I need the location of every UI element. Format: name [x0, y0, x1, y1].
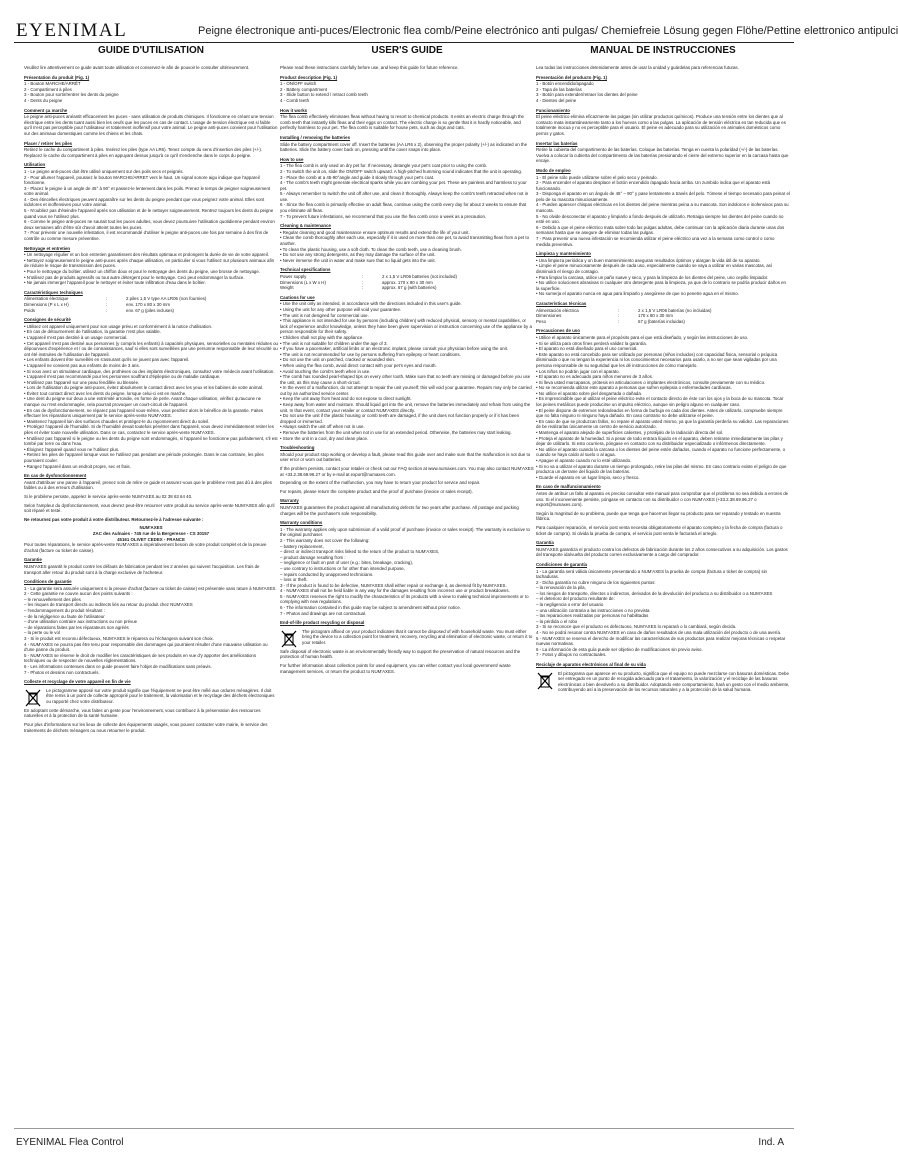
- list-item: • Cet appareil n'est pas destiné aux personnes (y compris les enfants) à capacités physiques, sensorielles ou mentales réduites ou dépourvues d'expérience et / ou de connaissances, sauf si elles sont surveillées par une personne responsable de leur sécurité ou ont été instruites de l'utilisation de l'appareil.: [24, 340, 278, 357]
- paragraph: Selon l'ampleur du dysfonctionnement, vous devrez peut-être retourner votre produit au service après-vente NUM'AXES afin qu'il soit réparé et testé.: [24, 502, 275, 514]
- list-item: 1 - The warranty applies only upon submission of a valid proof of purchase (invoice or sales receipt). The warranty is exclusive to the original purchaser.: [280, 526, 530, 538]
- spec-cell: Dimensions (L x W x H): [280, 279, 326, 285]
- intro-text: Veuillez lire attentivement ce guide avant toute utilisation et conservez-le afin de pouvoir le consulter ultérieurement.: [24, 65, 250, 70]
- usage-list: [24, 169, 278, 242]
- list-item: – les risques de transport directs ou indirects liés au retour du produit chez NUM'AXES: [24, 602, 193, 608]
- section-heading: Cautions for use: [280, 294, 315, 300]
- list-item: • The unit is not recommended for use by persons suffering from epilepsy or heart conditions.: [280, 351, 461, 357]
- list-item: • Guarde el aparato en un lugar limpio, seco y fresco.: [536, 474, 640, 480]
- paragraph: Slide the battery compartment cover off. Insert the batteries (AA LR6 x 2), observing the proper polarity (+/-) as indicated on the batteries. Slide the battery cover back on, pressing until the cover snaps into place.: [280, 141, 528, 153]
- french-title: GUIDE D'UTILISATION: [97, 45, 205, 56]
- list-item: – de réparations faites par les réparateurs non agréés: [24, 624, 129, 630]
- conditions-list: [24, 586, 278, 676]
- spec-cell: 170 x 80 x 30 mm: [638, 313, 673, 319]
- list-item: • This appliance is not intended for use by persons (including children) with reduced physical, sensory or mental capabilities, or lack of experience and/or knowledge, unless they have been given supervision or instruction concerning use of the appliance by a person responsible for their safety.: [280, 318, 532, 335]
- section-heading: Consignes de sécurité: [24, 317, 71, 323]
- list-item: – la pérdida o el robo: [536, 618, 578, 624]
- list-item: • El peine dispone de extremos redondeados en forma de burbuja en cada dos dientes. Antes de utilizarlo, compruebe siempre que no falta ninguno ni ninguno haya dañado. En caso contrario no debe utilizarse el peine.: [536, 407, 783, 419]
- spec-cell: env. 170 x 80 x 30 mm: [126, 301, 171, 307]
- paragraph: Retire la cubierta del compartimento de las baterías. Coloque las baterías. Tenga en cuenta la polaridad (+/-) de las baterías. Vuelva a colocar la cubierta del compartimento de las baterías presionando el cierre del extremo superior en la carcasa hasta que encaje.: [536, 147, 789, 164]
- list-item: 45161 OLIVET CEDEX - FRANCE: [117, 536, 185, 542]
- list-item: • Do not use the unit on parched, cracked or wounded skin.: [280, 357, 396, 363]
- list-item: 1 - Bouton MARCHE/ARRÊT: [24, 81, 81, 87]
- section-heading: Product description (Fig. 1): [280, 74, 338, 80]
- list-item: 2 - This warranty does not cover the following:: [280, 537, 370, 543]
- paragraph: Le pictogramme apposé sur votre produit signifie que l'équipement ne peut être mêlé aux ordures ménagères. Il doit être remis à un point de collecte approprié pour le traitement, la valorisation et le recyclage des déchets électroniques ou rapporté chez votre distributeur.: [46, 687, 275, 704]
- section-heading: Placer / retirer les piles: [24, 140, 73, 146]
- list-item: • Si lleva usted marcapasos, prótesis en articulaciones o implantes electrónicos, consulte previamente con su médico.: [536, 379, 766, 385]
- spec-cell: :: [618, 313, 620, 319]
- list-item: • Si no va a utilizar el aparato durante un tiempo prolongado, retire las pilas del mismo. En caso contrario existe el peligro de que produzca un derrame del líquido de las baterías.: [536, 463, 787, 475]
- presentation-list: [280, 81, 534, 103]
- list-item: 2 - Dicha garantía no cubre ninguno de los siguientes puntos:: [536, 579, 656, 585]
- list-item: • Do not use any strong detergents, as they may damage the surface of the unit.: [280, 252, 436, 258]
- section-heading: Collecte et recyclage de votre appareil en fin de vie: [24, 679, 131, 685]
- list-item: – el deterioro del producto resultante de:: [536, 596, 615, 602]
- spec-table: [536, 308, 790, 325]
- paragraph: El pictograma que aparece en su producto, significa que el equipo no puede mezclarse con basuras domésticas. Debe ser entregado en un punto de recogida adecuado para el tratamiento, la valorización y el reciclaje de las basuras electrónicas o bien devolverlo a su distribuidor. Adoptando este comportamiento, hará un gesto con el medio ambiente, contribuyendo así a la preservación de los recursos naturales y a la protección de la salud humana.: [558, 670, 790, 693]
- list-item: • The comb has rounded pearl-shaped tips on every other tooth. Make sure that no teeth are missing or damaged before you use the unit, as this may cause a short-circuit.: [280, 374, 531, 385]
- list-item: – l'endommagement du produit résultant :: [24, 608, 105, 614]
- paragraph: Pour toutes réparations, le service après-vente NUM'AXES a impérativement besoin de votre produit complet et de la preuve d'achat (facture ou ticket de caisse).: [24, 542, 267, 553]
- list-item: – la perte ou le vol: [24, 630, 60, 636]
- list-item: – una utilización contraria a las instrucciones o no prevista: [536, 607, 650, 613]
- safety-list: [280, 301, 534, 441]
- list-item: – product damage resulting from :: [280, 554, 346, 560]
- section-heading: En caso de malfuncionamiento: [536, 484, 601, 490]
- spec-cell: env. 67 g (piles incluses): [126, 307, 174, 313]
- list-item: 4 - Pueden aparecer chispas eléctricas en los dientes del peine mientras peina a su mascota. Son indoloros e inofensivos para su mascota.: [536, 202, 789, 214]
- list-item: ZAC des Aulnaies - 745 rue de la Bergeresse - CS 30157: [92, 530, 210, 536]
- french-column: [24, 45, 278, 736]
- spec-cell: Alimentación eléctrica: [536, 307, 579, 313]
- spec-row: [24, 308, 278, 314]
- spec-cell: 2 piles 1,5 V type AA LR06 (non fournies): [126, 296, 207, 302]
- document-title: Peigne électronique anti-puces/Electronic flea comb/Peine electrónico anti pulgas/ Chemiefreie Lösung gegen Flöhe/Pettine elettronico antipulci: [198, 25, 898, 37]
- list-item: • Always switch the unit off when not in use.: [280, 424, 365, 430]
- list-item: • Es imprescindible que al utilizar el peine eléctrico evite el contacto directo de éste con los ojos y la boca de su mascota. Tocar los peines metálicos puede producirse un impulso eléctrico, aunque sin peligro alguno en cualquier caso.: [536, 396, 784, 408]
- list-item: • Utilisez cet appareil uniquement pour son usage prévu et conformément à la notice d'utilisation.: [24, 323, 213, 329]
- spec-row: [536, 319, 790, 325]
- list-item: – le renouvellement des piles: [24, 596, 81, 602]
- intro-text: Please read these instructions carefully before use, and keep this guide for future reference.: [280, 65, 459, 70]
- list-item: 1 - The flea comb is only used on dry pet fur. If necessary, detangle your pet's coat prior to using the comb.: [280, 163, 488, 169]
- list-item: • Avoid touching the comb's teeth when in use.: [280, 368, 371, 374]
- list-item: 2 - Cette garantie ne couvre aucun des points suivants :: [24, 591, 133, 597]
- list-item: • Protégez l'appareil de l'humidité. Si de l'humidité devait toutefois pénétrer dans l'appareil, vous devez immédiatement retirer les piles et éviter toute nouvelle utilisation. Dans ce cas, contactez le service après-vente NUM'AXES.: [24, 424, 274, 436]
- section-heading: Garantie: [24, 557, 42, 563]
- list-item: 1 - La garantía será válida únicamente presentando a NUM'AXES la prueba de compra (factura o ticket de compra) sin tachaduras.: [536, 568, 767, 580]
- spec-cell: Dimensiones: [536, 313, 562, 319]
- list-item: • Proteja el aparato de la humedad. Si a pesar de todo entrara líquido en el aparato, deben retirarse inmediatamente las pilas y dejar de utilizarlo. Si esto ocurriera, póngase en contacto con su distribuidor especializado o infórmenos directamente.: [536, 435, 783, 447]
- list-item: – direct or indirect transport risks linked to the return of the product to NUM'AXES,: [280, 549, 440, 555]
- paragraph: Should your product stop working or develop a fault, please read this guide over and make sure that the malfunction is not due to user error or worn out batteries.: [280, 451, 531, 463]
- presentation-list: [536, 81, 790, 103]
- list-item: • En cas de détournement de l'utilisation, la garantie n'est plus valable.: [24, 329, 161, 335]
- recycling-block: [280, 629, 534, 649]
- list-item: 5 - N'oubliez pas d'éteindre l'appareil après son utilisation et de le nettoyer soigneusement. Rentrez toujours les dents du peigne quand vous ne l'utilisez plus.: [24, 208, 274, 219]
- list-item: • El aparato no está diseñado para el uso comercial.: [536, 346, 638, 352]
- list-item: – la negligencia o error del usuario: [536, 602, 604, 608]
- list-item: • Do not use the unit if the plastic housing or comb teeth are damaged, if the unit does not function properly or if it has been dropped or immersed.: [280, 413, 520, 424]
- list-item: 4 - Comb teeth: [280, 97, 310, 103]
- section-heading: Utilisation: [24, 162, 46, 168]
- cleaning-list: [280, 230, 534, 264]
- section-heading: Insertar las baterías: [536, 140, 578, 146]
- spec-cell: Dimensions (P x L x H): [24, 301, 69, 307]
- list-item: • Clean the comb thoroughly after each use, especially if it is used on more than one pet, to avoid transmitting fleas from a pet to another.: [280, 235, 530, 247]
- section-heading: Présentation du produit (Fig. 1): [24, 74, 90, 80]
- list-item: • L'appareil n'est pas recommandé pour les personnes souffrant d'épilepsie ou de maladie cardiaque.: [24, 374, 221, 380]
- list-item: 1 - Le peigne anti-puces doit être utilisé uniquement sur des poils secs et peignés.: [24, 168, 184, 174]
- section-heading: Garantía: [536, 540, 554, 546]
- spec-cell: :: [362, 274, 364, 279]
- list-item: • The unit is not suitable for children under the age of 3.: [280, 340, 388, 346]
- section-heading: Technical specifications: [280, 267, 331, 273]
- list-item: 7 - Photos and drawings are not contractual.: [280, 610, 367, 616]
- safety-list: [24, 324, 278, 469]
- list-item: – d'une utilisation contraire aux instructions ou non prévue: [24, 619, 138, 625]
- list-item: • No sumerja el aparato nunca en agua para limpiarlo y asegúrese de que no penetre agua en el mismo.: [536, 291, 739, 297]
- list-item: 4 - No se podrá resonar contra NUM'AXES en caso de daños resultados de una mala utilización del producto o de una avería.: [536, 630, 782, 636]
- list-item: 5 - NUM'AXES se réserve le droit de modifier les caractéristiques de ses produits en vue d'y apporter des améliorations techniques ou de respecter de nouvelles réglementations.: [24, 652, 257, 664]
- spec-cell: Peso: [536, 318, 547, 324]
- paragraph: Ne retournez pas votre produit à votre distributeur. Retournez-le à l'adresse suivante :: [24, 516, 204, 522]
- list-item: 1 - Botón encendido/apagado: [536, 81, 594, 87]
- section-heading: Características técnicas: [536, 300, 587, 306]
- intro-text: Lea todas las instrucciones detenidamente antes de usar la unidad y guárdelas para referencias futuras.: [536, 65, 739, 70]
- list-item: • Los niños no podrán jugar con el aparato.: [536, 368, 620, 374]
- list-item: • The unit is not designed for commercial use.: [280, 312, 369, 318]
- list-item: • When using the flea comb, avoid direct contact with your pet's eyes and mouth.: [280, 362, 437, 368]
- list-item: 6 - Comme le peigne anti-puces ne saurait tout les puces adultes, vous devez poursuivre l'utilisation quotidienne pendant environ deux semaines afin d'être sûr d'avoir atteint toutes les puces.: [24, 219, 275, 230]
- list-item: • Apague el aparato cuando no lo esté utilizando.: [536, 458, 632, 463]
- list-item: 7 - Fotos y dibujos no contractuales.: [536, 652, 607, 658]
- list-item: • In the event of a malfunction, do not attempt to repair the unit yourself; this will void your guarantee. Repairs may only be carried out by an authorized service center.: [280, 385, 532, 396]
- list-item: • Use the unit only as intended, in accordance with the directions included in this user's guide.: [280, 301, 462, 307]
- list-item: • Una limpieza periódica y un buen mantenimiento aseguran resultados óptimos y alargan la vida útil de su aparato.: [536, 257, 761, 263]
- spec-cell: :: [618, 318, 620, 324]
- list-item: – battery replacement,: [280, 543, 324, 549]
- section-heading: Warranty conditions: [280, 520, 323, 526]
- list-item: 4 - Dientes del peine: [536, 97, 577, 103]
- english-column: [280, 45, 534, 677]
- list-item: 7 - Pour prévenir une nouvelle infestation, il est recommandé d'utiliser le peigne anti-puces une fois par semaine à des fins de contrôle ou comme mesure préventive.: [24, 230, 269, 242]
- list-item: • Utilice el aparato únicamente para el propósito para el que está diseñado, y según las instrucciones de uso.: [536, 334, 749, 340]
- section-heading: Comment ça marche: [24, 107, 68, 113]
- safety-list: [536, 335, 790, 480]
- list-item: • N'utilisez pas l'appareil si le peigne ou les dents du peigne sont endommagés, si l'appareil ne fonctionne pas parfaitement, s'il est tombé par terre ou dans l'eau.: [24, 435, 278, 447]
- paragraph: NUM'AXES garantiza el producto contra los defectos de fabricación durante los 2 años consecutivos a su adquisición. Los gastos del transporte ida/vuelta del producto corren exclusivamente a cargo del comprador.: [536, 546, 788, 558]
- recycling-block: [24, 688, 278, 708]
- list-item: 4 - NUM'AXES ne pourra pas être tenu pour responsable des dommages qui pourraient résulter d'une mauvaise utilisation ou d'une panne du produit.: [24, 641, 268, 653]
- paragraph: Retirez le cache du compartiment à piles. Insérez les piles (type AA LR6). Tenez compte du sens d'insertion des piles (+/-). Replacez le cache du compartiment à piles en appuyant dessus jusqu'à ce qu'il s'enclenche dans le corps du peigne.: [24, 147, 263, 158]
- section-heading: Precauciones de uso: [536, 328, 580, 334]
- list-item: 3 - Botón para extender/retraer los dientes del peine: [536, 92, 638, 98]
- list-item: 7 - Para prevenir una nueva infestación se recomienda utilizar el peine eléctrico una vez a la semana como control o como medida preventiva.: [536, 236, 775, 247]
- list-item: • Maintenez l'appareil loin des surfaces chaudes et protégez-le du rayonnement direct du soleil.: [24, 418, 210, 424]
- spec-cell: Weight: [280, 285, 294, 291]
- section-heading: Modo de empleo: [536, 167, 571, 173]
- list-item: 6 - Debido a que el peine eléctrico mata sobre todo las pulgas adultas, debe continuar con la aplicación diaria durante unas dos semanas hasta que se asegure de eliminar todas las pulgas.: [536, 224, 785, 236]
- list-item: 6 - The information contained in this guide may be subject to amendment without prior notice.: [280, 605, 462, 611]
- list-item: • El aparato no es adecuado para niños menores de 3 años.: [536, 374, 653, 380]
- list-item: • En caso de que se produzcan fallos, no repare el aparato usted mismo, ya que la garantía perdería su validez. Las reparaciones de be realizarlas únicamente un centro de servicio autorizado.: [536, 418, 789, 430]
- address-block: [24, 525, 278, 542]
- spec-cell: :: [618, 307, 620, 313]
- list-item: 4 - Dents du peigne: [24, 97, 63, 103]
- list-item: • Limpie el peine minuciosamente después de cada uso, especialmente cuando se vaya a utilizar en varias mascotas, así disminuirá el riesgo de contagio.: [536, 263, 773, 274]
- list-item: 2 - Battery compartment: [280, 86, 328, 92]
- footer-revision: Ind. A: [758, 1137, 784, 1148]
- paragraph: Según la magnitud de su problema, puede que tenga que hacernos llegar su producto para ser reparado y testado en nuestra fábrica.: [536, 510, 781, 522]
- list-item: • Never immerse the unit in water and make sure that no liquid gets into the unit.: [280, 257, 436, 263]
- list-item: • No utilice el aparato cuando la carcasa o los dientes del peine estén dañados, cuando el aparato no funcione perfectamente, o cuando se haya caído al suelo o al agua.: [536, 446, 786, 458]
- list-item: 6 - La información de esta guía puede ser objetivo de modificaciones sin previo aviso.: [536, 646, 703, 652]
- list-item: 4 - NUM'AXES shall not be held liable in any way for the damages resulting from incorrect use or product breakdowns.: [280, 588, 510, 594]
- list-item: 5 - Always remember to switch the unit off after use, and clean it thoroughly. Always keep the comb's teeth retracted when not in use.: [280, 191, 529, 202]
- list-item: 3 - Bouton pour sortir/rentrer les dents du peigne: [24, 92, 119, 98]
- spec-cell: :: [362, 285, 364, 291]
- spec-cell: approx. 170 x 80 x 30 mm: [382, 279, 433, 285]
- list-item: – use contrary to instructions or for other than intended purpose,: [280, 565, 405, 571]
- list-item: • Éloignez l'appareil quand vous ne l'utilisez plus.: [24, 446, 120, 452]
- list-item: 1 - El peine sólo puede utilizarse sobre el pelo seco y peinado.: [536, 174, 658, 180]
- list-item: • Retirez les piles de l'appareil lorsque vous ne l'utilisez pas pendant une période prolongée. Dans le cas contraire, les piles pourraient couler.: [24, 452, 264, 463]
- list-item: • No utilice el aparato sobre piel desgarrada o dañada.: [536, 390, 643, 396]
- list-item: • N'utilisez pas l'appareil sur une peau fendillée ou blessée.: [24, 379, 140, 385]
- presentation-list: [24, 81, 278, 103]
- paragraph: Le peigne anti-puces anéantit efficacement les puces - sans utilisation de produits chimiques. Il fonctionne en créant une tension électrique entre les dents tuant aussi bien les oeufs que les puces en cas de contact. L'usage de tension électrique est si faible qu'il n'est pas perceptible pour l'utilisateur et totalement inoffensif pour votre animal. Le peigne anti-puces convient pour l'utilisation sur des animaux domestiques comme les chiens et les chats.: [24, 114, 278, 136]
- spec-cell: Power supply: [280, 274, 307, 279]
- list-item: 3 - Disponga el aparato en un ángulo de 45° – 90° y pase lentamente a través del pelo. Tómese el tiempo necesario para peinar el pelo de su mascota minuciosamente.: [536, 191, 790, 202]
- spec-cell: :: [106, 296, 108, 302]
- list-item: • Este aparato no está concebido para ser utilizado por personas (niños incluidos) con capacidad física, sensorial o psíquica disminuida o que no tengan la experiencia ni los conocimientos necesarios para usarlo, a no ser que sean vigiladas por una persona responsable de su seguridad que les dé instrucciones de cómo manejarlo.: [536, 351, 778, 368]
- list-item: 3 - Si se reconoce que el producto es defectuoso, NUM'AXES lo reparará o lo cambiará, según decida.: [536, 624, 737, 630]
- section-heading: Condiciones de garantía: [536, 561, 587, 567]
- spec-cell: :: [362, 279, 364, 285]
- list-item: 1 - La garantie sera assurée uniquement si la preuve d'achat (facture ou ticket de caisse) est présentée sans rature à NUM'AXES.: [24, 585, 277, 591]
- spec-cell: 67 g (baterías incluidas): [638, 318, 685, 324]
- spec-table: [24, 296, 278, 313]
- spec-cell: approx. 67 g (with batteries): [382, 285, 437, 291]
- cleaning-list: [24, 252, 278, 286]
- section-heading: Conditions de garantie: [24, 579, 72, 585]
- recycling-block: [536, 671, 790, 696]
- list-item: NUM'AXES: [139, 525, 163, 531]
- list-item: 3 - If the product is found to be defective, NUM'AXES shall either repair or exchange it, as deemed fit by NUM'AXES.: [280, 582, 507, 588]
- list-item: – la renovación de la pila,: [536, 585, 586, 591]
- list-item: 3 - Slide button to extend / retract comb teeth: [280, 92, 368, 98]
- crossed-bin-icon: [536, 671, 554, 691]
- section-heading: Limpieza y mantenimiento: [536, 251, 591, 257]
- section-heading: Troubleshooting: [280, 445, 315, 451]
- list-item: • Keep the unit away from heat and do not expose to direct sunlight.: [280, 396, 412, 402]
- conditions-list: [280, 527, 534, 617]
- spanish-column: [536, 45, 790, 696]
- paragraph: Pour plus d'informations sur les lieux de collecte des équipements usagés, vous pouvez contacter votre mairie, le service des traitements de déchets ménagers ou nous retourner le produit.: [24, 721, 268, 733]
- paragraph: NUM'AXES garantit le produit contre les défauts de fabrication pendant les 2 années qui suivent l'acquisition. Les frais de transport aller retour du produit sont à la charge exclusive de l'acheteur.: [24, 563, 260, 575]
- list-item: • To clean the plastic housing, use a soft cloth. To clean the comb teeth, use a cleaning brush.: [280, 246, 462, 252]
- section-heading: Presentación del producto (Fig. 1): [536, 74, 607, 80]
- list-item: • If you have a pacemaker, artificial limbs or an electronic implant, please consult your physician before using the unit.: [280, 346, 509, 352]
- paragraph: Para cualquier reparación, el servicio post venta necesita obligatoriamente el aparato completo y la fecha de compra (factura o ticket de compra). Si olvida la prueba de compra, el servicio post venta le facturará el arreglo.: [536, 524, 783, 536]
- section-heading: Warranty: [280, 498, 299, 504]
- list-item: • Store the unit in a cool, dry and clean place.: [280, 435, 369, 441]
- header-divider: [14, 42, 794, 43]
- list-item: 5 - No olvide desconectar el aparato y limpiarlo a fondo después de utilizarlo. Retraiga siempre los dientes del peine cuando no esté en uso.: [536, 213, 784, 225]
- brand-logo: EYENIMAL: [16, 20, 128, 41]
- list-item: • No se recomienda utilizar este aparato a personas que sufren epilepsia o enfermedades cardíacas.: [536, 385, 732, 391]
- paragraph: NUM'AXES guarantees the product against all manufacturing defects for two years after purchase. All postage and packing charges will be the purchaser's sole responsibility.: [280, 504, 519, 516]
- section-heading: End-of-life product recycling or disposal: [280, 620, 365, 626]
- list-item: • Remove the batteries from the unit when not in use for an extended period. Otherwise, the batteries may start leaking.: [280, 430, 512, 436]
- list-item: • No utilice soluciones abrasivas ni cualquier otro detergente para la limpieza, ya que de lo contrario se podría producir daños en la superficie.: [536, 280, 786, 291]
- list-item: • N'utilisez pas de produits agressifs ou tout autre détergent pour le nettoyage. Ceci peut endommager la surface.: [24, 274, 245, 280]
- list-item: 2 - Tapa de las baterías: [536, 86, 582, 92]
- list-item: • Using the unit for any other purpose will void your guarantee.: [280, 306, 402, 312]
- list-item: 2 - Compartiment à piles: [24, 86, 72, 92]
- list-item: 1 - ON/OFF switch: [280, 81, 317, 87]
- paragraph: Safe disposal of electronic waste is an environmentally friendly way to support the preservation of natural resources and the protection of human health.: [280, 648, 521, 660]
- list-item: 2 - Para encender el aparato desplace el botón encendido /apagado hacia arriba. Un zumbido indica que el aparato está funcionando.: [536, 180, 771, 191]
- spec-cell: 2 x 1,5 V LR06 baterías (no incluidas): [638, 307, 712, 313]
- paragraph: Si le problème persiste, appelez le service après-vente NUM'AXES au 02 38 63 64 40.: [24, 493, 193, 499]
- list-item: • Un nettoyage régulier et un bon entretien garantissent des résultats optimaux et prolongent la durée de vie de votre appareil.: [24, 252, 269, 258]
- list-item: 7 - To prevent future infestations, we recommend that you use the flea comb once a week as a precaution.: [280, 213, 487, 219]
- list-item: – los riesgos de transporte, directos o indirectos, derivados de la devolución del producto a su distribuidor o a NUM'AXES: [536, 590, 773, 596]
- list-item: 4 - The comb's teeth might generate electrical sparks while you are combing your pet. These are painless and harmless to your pet.: [280, 180, 527, 191]
- list-item: 2 - Pour allumer l'appareil, poussez le bouton MARCHE/ARRET vers le haut. Un signal sonore aigu indique que l'appareil fonctionne.: [24, 174, 260, 186]
- spec-row: [280, 285, 534, 291]
- section-heading: Nettoyage et entretien: [24, 245, 71, 251]
- list-item: • Évitez tout contact direct avec les dents du peigne, lorsque celui-ci est en marche.: [24, 390, 187, 396]
- usage-list: [536, 175, 790, 248]
- list-item: 4 - Des étincelles électriques peuvent apparaître sur les dents du peigne pendant que vous peignez votre animal. Elles sont indolores et inoffensives pour votre animal.: [24, 196, 265, 208]
- list-item: • L'appareil ne convient pas aux enfants de moins de 3 ans.: [24, 362, 140, 368]
- list-item: 3 - Si le produit est reconnu défectueux, NUM'AXES le réparera ou l'échangera suivant son choix.: [24, 636, 214, 642]
- usage-list: [280, 163, 534, 219]
- list-item: • Keep away from water and moisture. Should liquid get into the unit, remove the batteries immediately and refrain from using the unit. In that event, contact your retailer or contact NUM'AXES directly.: [280, 402, 531, 413]
- spec-cell: Alimentation électrique: [24, 296, 69, 302]
- list-item: • L'appareil n'est pas destiné à un usage commercial.: [24, 334, 128, 340]
- list-item: 5 - NUM'AXES se reserva el derecho de modificar las características de sus productos para realizar mejoras técnicas o respetar nuevas normativas.: [536, 635, 786, 647]
- spanish-title: MANUAL DE INSTRUCCIONES: [590, 45, 736, 56]
- section-heading: Installing / removing the batteries: [280, 134, 351, 140]
- list-item: • En cas de dysfonctionnement, ne réparez pas l'appareil vous-même, vous perdriez alors le bénéfice de la garantie. Faites effectuer les réparations uniquement par le service après-vente NUM'AXES.: [24, 407, 264, 419]
- list-item: • Regular cleaning and good maintenance ensure optimum results and extend the life of your unit.: [280, 229, 470, 235]
- cleaning-list: [536, 258, 790, 297]
- list-item: • Lors de l'utilisation du peigne anti-puces, évitez absolument le contact direct avec les yeux et les babines de votre animal.: [24, 385, 264, 391]
- section-heading: Reciclaje de aparatos electrónicos al final de su vida: [536, 662, 646, 667]
- list-item: – negligence or fault on part of user (e.g.: bites, breakage, cracking),: [280, 560, 414, 566]
- paragraph: El peine eléctrico elimina eficazmente las pulgas (sin utilizar productos químicos). Produce una tensión entre los dientes que al contacto mata instantáneamente tanto a los huevos como a las pulgas. La aplicación de tensión eléctrica es tan reducida que es totalmente inocua y no es perceptible para el usuario. El peine es adecuado para su utilización en animales domésticos como perros y gatos.: [536, 114, 786, 136]
- section-heading: En cas de dysfonctionnement: [24, 473, 87, 479]
- section-heading: Caractéristiques techniques: [24, 289, 83, 295]
- list-item: – repairs conducted by unapproved technicians.: [280, 571, 374, 577]
- crossed-bin-icon: [24, 688, 42, 708]
- list-item: • Mantenga el aparato alejado de superficies calientes, y protéjalo de la radiación directa del sol.: [536, 430, 724, 436]
- list-item: • Si vous avez un stimulateur cardiaque, des prothèses ou des implants électroniques, consultez votre médecin avant l'utilisation.: [24, 368, 275, 374]
- list-item: – de la négligence ou faute de l'utilisateur: [24, 613, 105, 619]
- list-item: 5 - NUM'AXES reserves the right to modify the characteristics of its products with a view to making technical improvements or to complying with new regulations.: [280, 593, 529, 605]
- list-item: • Une dent du peigne sur deux a une extrémité arrondie, en forme de perle. Avant chaque utilisation, vérifiez qu'aucune ne manque ou n'est endommagée, cela pourrait provoquer un court-circuit de l'appareil.: [24, 396, 262, 408]
- list-item: • Si se utiliza para otros fines perderá validez la garantía.: [536, 340, 647, 346]
- list-item: • Pour le nettoyage du boîtier, utilisez un chiffon doux et pour le nettoyage des dents du peigne, une brosse de nettoyage.: [24, 269, 261, 274]
- section-heading: How to use: [280, 156, 304, 162]
- list-item: • Les enfants doivent être surveillés en s'assurant qu'ils ne jouent pas avec l'appareil.: [24, 357, 190, 363]
- list-item: • Nettoyez soigneusement le peigne anti-puces après chaque utilisation, en particulier si vous l'utilisez sur plusieurs animaux afin de réduire le risque de transmission des puces.: [24, 257, 275, 269]
- spec-table: [280, 274, 534, 291]
- list-item: 3 - Placez le peigne à un angle de 45° à 90° et passez-le lentement dans les poils. Prenez le temps de peigner soigneusement votre animal.: [24, 185, 271, 197]
- section-heading: Funcionamiento: [536, 107, 570, 113]
- list-item: 6 - Since the flea comb is primarily effective on adult fleas, continue using the comb every day for about 2 weeks to ensure that you eliminate all fleas.: [280, 202, 527, 214]
- section-heading: Cleaning & maintenance: [280, 223, 331, 229]
- list-item: 2 - To switch the unit on, slide the ON/OFF switch upward. A high-pitched humming sound indicates that the unit is operating.: [280, 168, 523, 174]
- list-item: 7 - Photos et dessins non contractuels.: [24, 669, 100, 675]
- paragraph: En adoptant cette démarche, vous faites un geste pour l'environnement, vous contribuez à la préservation des ressources naturelles et à la protection de la santé humaine.: [24, 707, 261, 719]
- paragraph: Antes de atribuir un fallo al aparato es preciso consultar este manual para comprobar que el problema no sea debido a errores de uso. Si el inconveniente persiste, póngase en contacto con su distribuidor o con NUM'AXES (+33.2.38.69.96.27 o export@numaxes.com).: [536, 490, 789, 508]
- conditions-list: [536, 569, 790, 659]
- list-item: • Children shall not play with the appliance.: [280, 334, 364, 340]
- list-item: • Ne jamais immerger l'appareil pour le nettoyer et éviter toute infiltration d'eau dans le boîtier.: [24, 280, 206, 286]
- spec-cell: Poids: [24, 307, 35, 313]
- section-heading: How it works: [280, 107, 308, 113]
- list-item: – las reparaciones realizadas por personas no habilitadas: [536, 613, 649, 619]
- list-item: – loss or theft.: [280, 577, 308, 583]
- paragraph: If the problem persists, contact your retailer or check out our FAQ section at www.numaxes.com. You may also contact NUM'AXES at +33.2.38.69.96.27 or by e-mail at export@numaxes.com.: [280, 466, 534, 477]
- footer-product-name: EYENIMAL Flea Control: [16, 1137, 124, 1148]
- english-title: USER'S GUIDE: [371, 45, 443, 56]
- list-item: • Para limpiar la carcasa, utilice un paño suave y seco, y para la limpieza de los dientes del peine, uno cepillo limpiador.: [536, 274, 769, 280]
- paragraph: For repairs, please return the complete product and the proof of purchase (invoice or sales receipt).: [280, 488, 473, 494]
- spec-cell: :: [106, 307, 108, 313]
- crossed-bin-icon: [280, 629, 298, 649]
- list-item: 3 - Place the comb at a 45-90°angle and guide it slowly through your pet's coat.: [280, 174, 435, 180]
- paragraph: The pictogram affixed on your product indicates that it cannot be disposed of with household waste. You must either bring the device to a collection point for treatment, recovery, recycling and elimination of electronic waste, or return it to your retailer.: [302, 628, 533, 646]
- paragraph: For further information about collection points for used equipment, you can either contact your local government/ waste management services, or return the product to NUM'AXES.: [280, 663, 511, 674]
- list-item: • Rangez l'appareil dans un endroit propre, sec et frais.: [24, 463, 131, 469]
- footer-divider: [14, 1128, 794, 1129]
- list-item: 6 - Les informations contenues dans ce guide peuvent faire l'objet de modifications sans préavis.: [24, 664, 212, 669]
- paragraph: The flea comb effectively eliminates fleas without having to resort to chemical products. It emits an electric charge through the comb teeth that instantly kills fleas and their eggs on contact. The electric charge is so gentle that it is hardly noticeable, and perfectly harmless to your pet. The flea comb is suitable for house pets, such as dogs and cats.: [280, 114, 524, 131]
- spec-cell: :: [106, 301, 108, 307]
- spec-cell: 2 x 1,5 V LR06 batteries (not included): [382, 274, 457, 279]
- paragraph: Avant d'attribuer une panne à l'appareil, prenez soin de relire ce guide et assurez-vous que le problème n'est pas dû à des piles faibles ou à des erreurs d'utilisation.: [24, 479, 272, 491]
- paragraph: Depending on the extent of the malfunction, you may have to return your product for service and repair.: [280, 480, 481, 486]
